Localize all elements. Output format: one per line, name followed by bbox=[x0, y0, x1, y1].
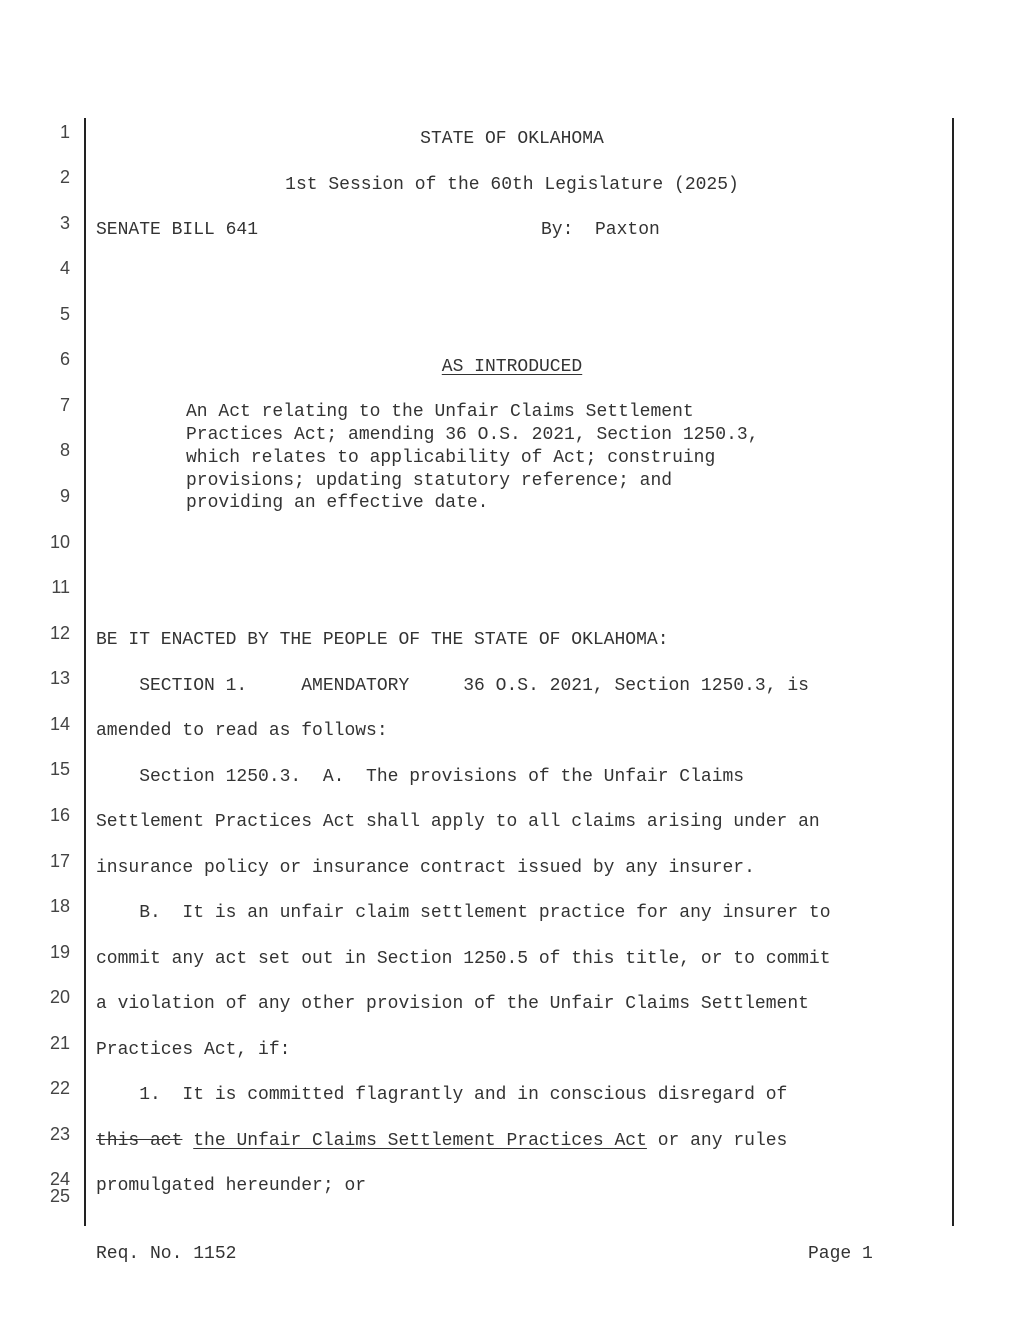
line-number: 24 bbox=[49, 1169, 70, 1189]
line-number: 11 bbox=[51, 577, 70, 597]
bill-number: SENATE BILL 641 bbox=[96, 220, 259, 240]
body-line: Practices Act, if: bbox=[96, 1040, 291, 1060]
line-number: 2 bbox=[59, 167, 70, 187]
bill-status: AS INTRODUCED bbox=[441, 357, 583, 377]
title-line: Practices Act; amending 36 O.S. 2021, Section 1250.3, bbox=[186, 425, 759, 445]
line-number: 20 bbox=[49, 987, 70, 1007]
line-number: 6 bbox=[59, 349, 70, 369]
struck-text: this act bbox=[96, 1131, 183, 1151]
title-line: which relates to applicability of Act; construing bbox=[186, 448, 716, 468]
line-number: 22 bbox=[49, 1078, 70, 1098]
line-number: 15 bbox=[49, 759, 70, 779]
page-number: Page 1 bbox=[808, 1244, 873, 1264]
title-line: providing an effective date. bbox=[186, 493, 489, 513]
line-number: 3 bbox=[59, 213, 70, 233]
body-line: commit any act set out in Section 1250.5 of this title, or to commit bbox=[96, 949, 831, 969]
enacting-clause: BE IT ENACTED BY THE PEOPLE OF THE STATE OF OKLAHOMA: bbox=[96, 630, 669, 650]
session-heading: 1st Session of the 60th Legislature (2025) bbox=[285, 175, 739, 195]
line-number: 13 bbox=[49, 668, 70, 688]
body-line: a violation of any other provision of the Unfair Claims Settlement bbox=[96, 994, 809, 1014]
cut-off-line-number: 25 bbox=[49, 1186, 70, 1206]
body-line: Section 1250.3. A. The provisions of the Unfair Claims bbox=[96, 767, 745, 787]
line-number: 7 bbox=[59, 395, 70, 415]
line-number: 9 bbox=[59, 486, 70, 506]
line-number: 14 bbox=[49, 714, 70, 734]
state-heading: STATE OF OKLAHOMA bbox=[420, 129, 604, 149]
title-line: An Act relating to the Unfair Claims Settlement bbox=[186, 402, 694, 422]
left-margin-rule bbox=[84, 118, 86, 1226]
right-margin-rule bbox=[952, 118, 954, 1226]
line-number: 1 bbox=[59, 122, 70, 142]
line-number: 10 bbox=[49, 532, 70, 552]
body-line: insurance policy or insurance contract issued by any insurer. bbox=[96, 858, 755, 878]
line-number: 23 bbox=[49, 1124, 70, 1144]
body-line: amended to read as follows: bbox=[96, 721, 388, 741]
bill-author: By: Paxton bbox=[541, 220, 660, 240]
line-number: 8 bbox=[59, 440, 70, 460]
line-number: 19 bbox=[49, 942, 70, 962]
line-number: 12 bbox=[49, 623, 70, 643]
body-line: SECTION 1. AMENDATORY 36 O.S. 2021, Section 1250.3, is bbox=[96, 676, 809, 696]
line-number: 16 bbox=[49, 805, 70, 825]
body-line: 1. It is committed flagrantly and in conscious disregard of bbox=[96, 1085, 788, 1105]
body-line: B. It is an unfair claim settlement practice for any insurer to bbox=[96, 903, 831, 923]
line-number: 4 bbox=[59, 258, 70, 278]
body-line: promulgated hereunder; or bbox=[96, 1176, 367, 1196]
title-line: provisions; updating statutory reference; and bbox=[186, 471, 673, 491]
amended-line bbox=[96, 1130, 787, 1152]
inserted-text: the Unfair Claims Settlement Practices Act bbox=[193, 1131, 647, 1151]
line-number: 17 bbox=[49, 851, 70, 871]
line-number: 18 bbox=[49, 896, 70, 916]
line-number: 21 bbox=[49, 1033, 70, 1053]
remaining-text: or any rules bbox=[646, 1131, 788, 1151]
body-line: Settlement Practices Act shall apply to all claims arising under an bbox=[96, 812, 820, 832]
line-number: 5 bbox=[59, 304, 70, 324]
request-number: Req. No. 1152 bbox=[96, 1244, 237, 1264]
